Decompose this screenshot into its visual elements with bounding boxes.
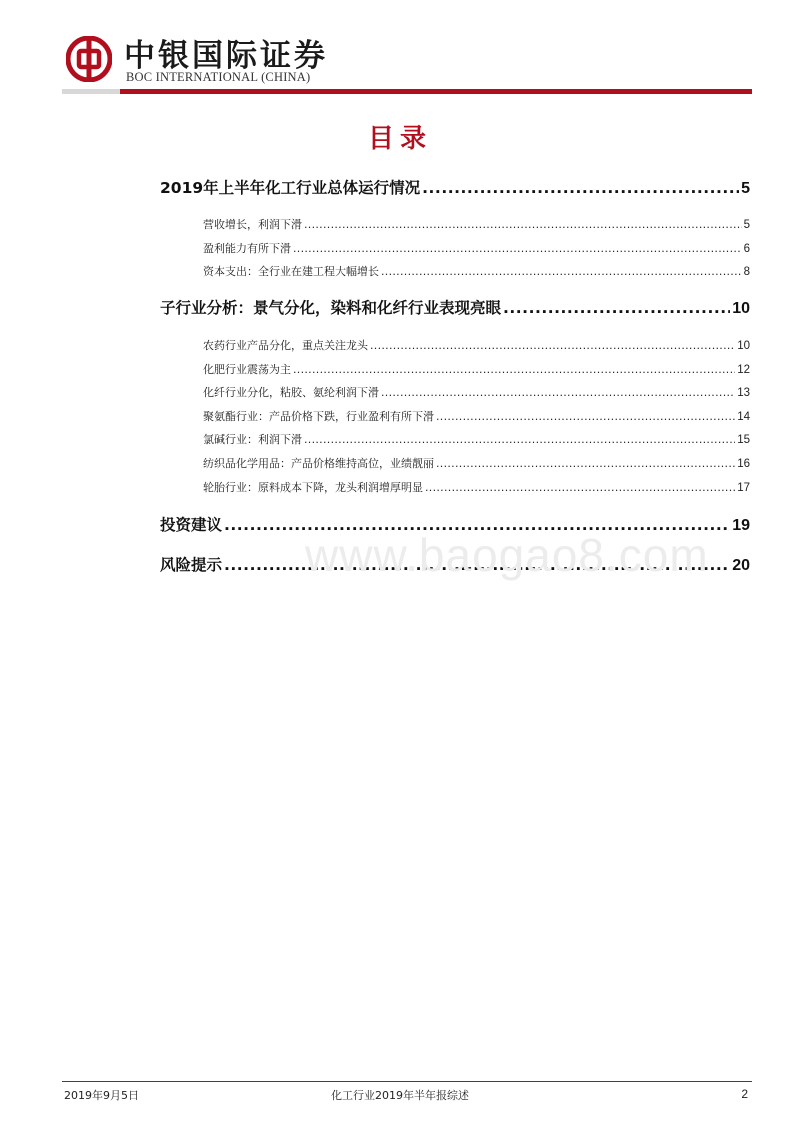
boc-logo-icon <box>66 36 112 82</box>
header-divider <box>62 89 752 94</box>
toc-entry-page: 10 <box>732 300 750 317</box>
toc-entry-page: 13 <box>737 387 750 399</box>
toc-entry-label: 盈利能力有所下滑 <box>203 242 291 255</box>
dot-leader <box>304 433 735 446</box>
toc-title: 目录 <box>367 124 432 154</box>
toc-entry-label: 纺织品化学用品：产品价格维持高位，业绩靓丽 <box>203 457 434 470</box>
dot-leader <box>436 457 735 470</box>
toc-entry-label: 资本支出：全行业在建工程大幅增长 <box>203 265 379 278</box>
dot-leader <box>370 339 735 352</box>
dot-leader <box>503 299 730 317</box>
dot-leader <box>425 481 735 494</box>
toc-entry-label: 投资建议 <box>160 516 223 534</box>
toc-entry-level2[interactable] <box>203 216 750 232</box>
toc-entry-level2[interactable] <box>203 384 750 400</box>
toc-entry-label: 子行业分析：景气分化，染料和化纤行业表现亮眼 <box>160 299 502 317</box>
toc-entry-level2[interactable] <box>203 240 750 256</box>
dot-leader <box>381 386 735 399</box>
toc-entry-page: 8 <box>743 266 750 278</box>
toc-entry-level2[interactable] <box>203 479 750 495</box>
dot-leader <box>422 179 739 197</box>
toc-entry-label: 2019年上半年化工行业总体运行情况 <box>160 179 421 197</box>
toc-entry-label: 聚氨酯行业：产品价格下跌，行业盈利有所下滑 <box>203 410 434 423</box>
toc-entry-label: 农药行业产品分化，重点关注龙头 <box>203 339 368 352</box>
toc-entry-page: 5 <box>743 219 750 231</box>
toc-entry-level2[interactable] <box>203 455 750 471</box>
dot-leader <box>304 218 742 231</box>
dot-leader <box>436 410 735 423</box>
brand-name-english: BOC INTERNATIONAL (CHINA) <box>126 70 311 84</box>
toc-entry-label: 化纤行业分化，粘胶、氨纶利润下滑 <box>203 386 379 399</box>
footer-date: 2019年9月5日 <box>64 1089 139 1102</box>
toc-entry-page: 17 <box>737 482 750 494</box>
toc-entry-label: 风险提示 <box>160 556 223 574</box>
toc-entry-level2[interactable] <box>203 263 750 279</box>
toc-entry-level1[interactable] <box>160 176 750 198</box>
toc-entry-label: 化肥行业震荡为主 <box>203 363 291 376</box>
toc-entry-page: 5 <box>741 180 750 197</box>
brand-name-chinese: 中银国际证券 <box>124 38 328 74</box>
toc-entry-level2[interactable] <box>203 361 750 377</box>
toc-entry-level1[interactable] <box>160 296 750 318</box>
toc-entry-label: 轮胎行业：原料成本下降，龙头利润增厚明显 <box>203 481 423 494</box>
dot-leader <box>293 242 742 255</box>
toc-entry-page: 15 <box>737 434 750 446</box>
page-header <box>0 0 800 96</box>
footer-document-title: 化工行业2019年半年报综述 <box>331 1089 469 1102</box>
toc-entry-page: 16 <box>737 458 750 470</box>
toc-entry-page: 20 <box>732 557 750 574</box>
toc-entry-label: 氯碱行业：利润下滑 <box>203 433 302 446</box>
footer-page-number: 2 <box>741 1087 748 1101</box>
dot-leader <box>381 265 742 278</box>
toc-entry-page: 10 <box>737 340 750 352</box>
toc-entry-page: 6 <box>743 243 750 255</box>
toc-entry-label: 营收增长，利润下滑 <box>203 218 302 231</box>
toc-entry-page: 12 <box>737 364 750 376</box>
toc-entry-level2[interactable] <box>203 408 750 424</box>
toc-entry-level2[interactable] <box>203 337 750 353</box>
toc-entry-page: 14 <box>737 411 750 423</box>
watermark: www.baogao8.com <box>305 529 709 581</box>
toc-entry-level2[interactable] <box>203 431 750 447</box>
dot-leader <box>293 363 735 376</box>
footer-divider <box>62 1081 752 1082</box>
toc-entry-page: 19 <box>732 517 750 534</box>
